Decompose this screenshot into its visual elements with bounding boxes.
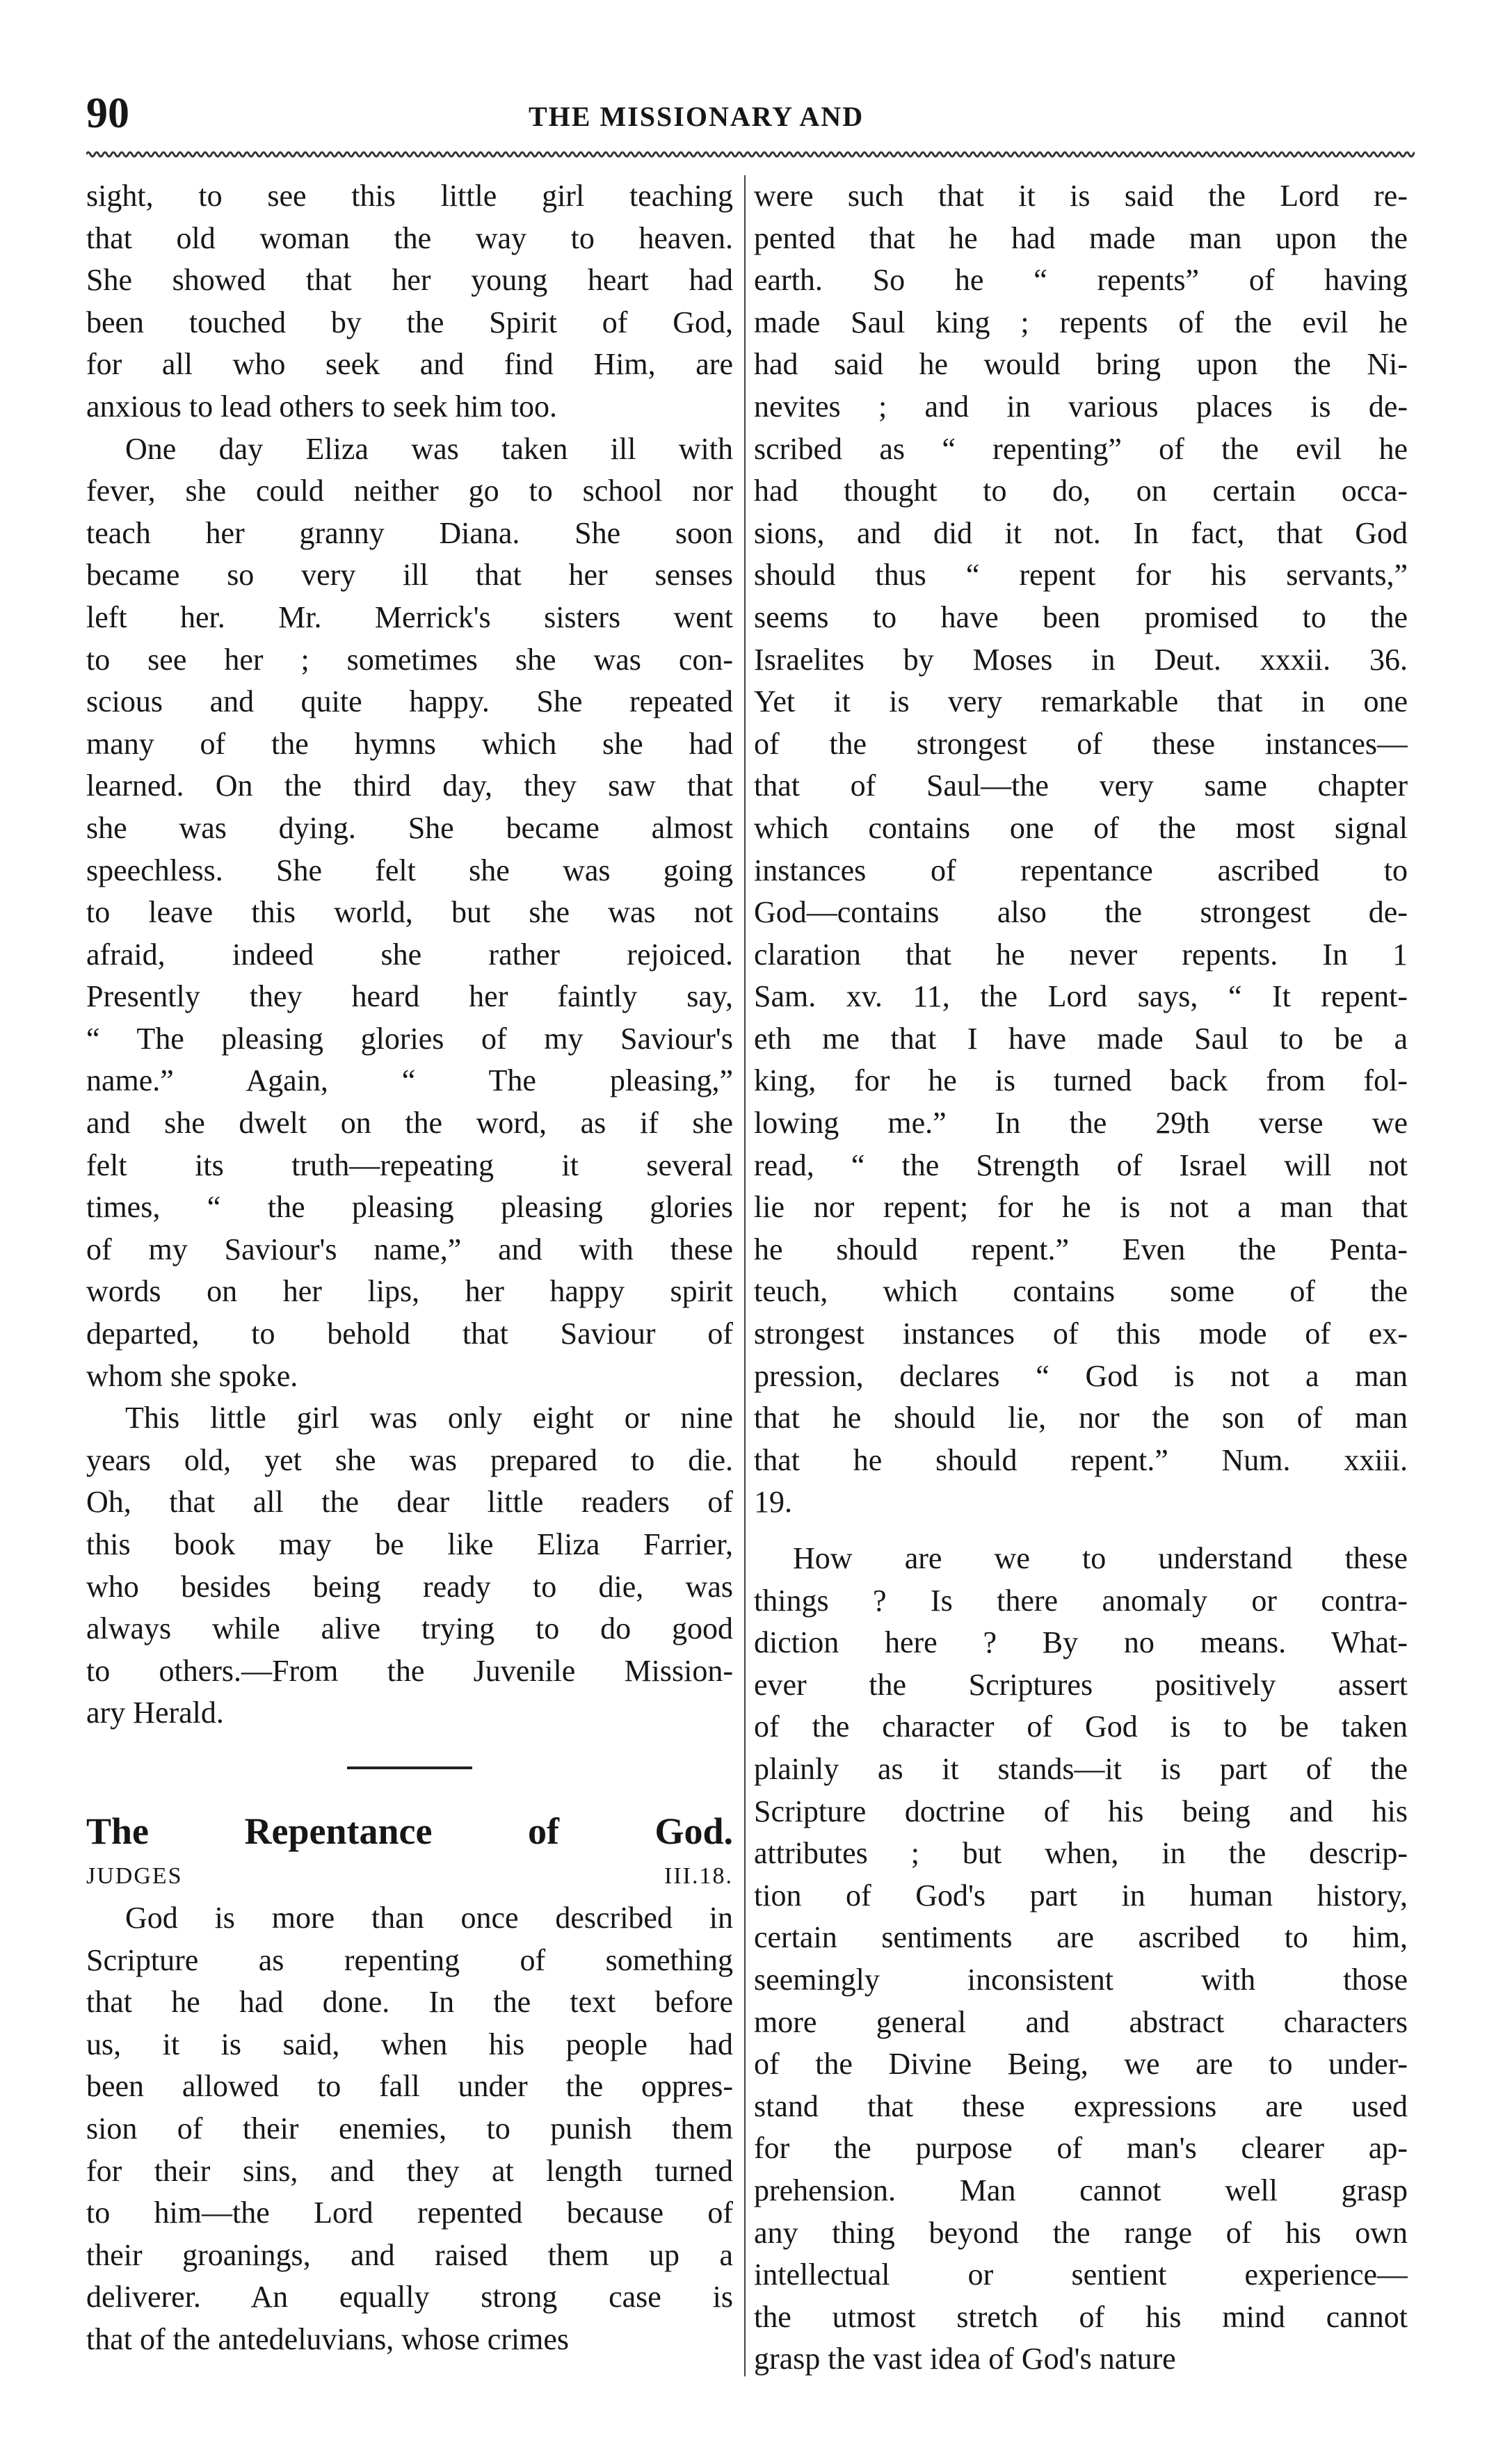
text-line: teach her granny Diana. She soon [86,515,733,550]
text-line: fever, she could neither go to school nor [86,474,733,508]
text-line: speechless. She felt she was going [86,853,733,887]
text-line: which contains one of the most signal [754,810,1408,845]
text-line: She showed that her young heart had [86,263,733,298]
text-line: This little girl was only eight or nine [125,1401,733,1435]
text-line: were such that it is said the Lord re- [754,179,1408,213]
text-line: to him—the Lord repented because of [86,2196,733,2230]
text-line: to others.—From the Juvenile Mission- [86,1653,733,1688]
text-line: sions, and did it not. In fact, that God [754,515,1408,550]
text-line: departed, to behold that Saviour of [86,1317,733,1351]
text-line: of the strongest of these instances— [754,726,1408,761]
text-line: always while alive trying to do good [86,1611,733,1646]
text-line: nevites ; and in various places is de- [754,389,1408,424]
text-line: for their sins, and they at length turned [86,2153,733,2188]
text-line: pented that he had made man upon the [754,220,1408,255]
text-line: that of Saul—the very same chapter [754,768,1408,803]
paragraph-eliza-teaching [86,175,733,428]
paragraph-eliza-illness [86,428,733,1398]
text-line: more general and abstract characters [754,2004,1408,2039]
paragraph-understanding [754,1538,1408,2381]
text-line: words on her lips, her happy spirit [86,1274,733,1309]
scripture-reference: JUDGES III.18. [86,1862,733,1889]
text-line: for the purpose of man's clearer ap- [754,2131,1408,2166]
text-line: prehension. Man cannot well grasp [754,2173,1408,2207]
text-line: whom she spoke. [86,1358,298,1393]
text-line: learned. On the third day, they saw that [86,768,733,803]
text-line: that he had done. In the text before [86,1985,733,2020]
text-line: God is more than once described in [125,1900,733,1935]
text-line: had said he would bring upon the Ni- [754,347,1408,382]
text-line: their groanings, and raised them up a [86,2237,733,2272]
text-line: any thing beyond the range of his own [754,2215,1408,2250]
text-line: to see her ; sometimes she was con- [86,642,733,677]
text-line: of my Saviour's name,” and with these [86,1232,733,1266]
text-line: God—contains also the strongest de- [754,895,1408,930]
text-line: intellectual or sentient experience— [754,2257,1408,2292]
text-line: 19. [754,1485,792,1520]
text-line: of the Divine Being, we are to under- [754,2047,1408,2082]
text-line: certain sentiments are ascribed to him, [754,1920,1408,1955]
text-line: strongest instances of this mode of ex- [754,1317,1408,1351]
text-line: pression, declares “ God is not a man [754,1358,1408,1393]
text-line: name.” Again, “ The pleasing,” [86,1063,733,1098]
column-divider [744,175,746,2376]
text-line: diction here ? By no means. What- [754,1625,1408,1660]
text-line: been allowed to fall under the oppres- [86,2069,733,2104]
text-line: made Saul king ; repents of the evil he [754,305,1408,339]
text-line: tion of God's part in human history, [754,1878,1408,1913]
text-line: Israelites by Moses in Deut. xxxii. 36. [754,642,1408,677]
text-line: attributes ; but when, in the descrip- [754,1836,1408,1871]
text-line: deliverer. An equally strong case is [86,2280,733,2315]
text-line: ever the Scriptures positively assert [754,1667,1408,1702]
text-line: he should repent.” Even the Penta- [754,1232,1408,1266]
text-line: years old, yet she was prepared to die. [86,1442,733,1477]
paragraph-repentance-intro [86,1897,733,2361]
text-line: Sam. xv. 11, the Lord says, “ It repent- [754,979,1408,1014]
text-line: that of the antedeluvians, whose crimes [86,2321,570,2356]
text-line: who besides being ready to die, was [86,1569,733,1604]
text-line: afraid, indeed she rather rejoiced. [86,937,733,972]
text-line: of the character of God is to be taken [754,1709,1408,1744]
text-line: plainly as it stands—it is part of the [754,1751,1408,1786]
text-line: Yet it is very remarkable that in one [754,684,1408,719]
text-line: left her. Mr. Merrick's sisters went [86,599,733,634]
text-line: lowing me.” In the 29th verse we [754,1106,1408,1141]
text-line: scious and quite happy. She repeated [86,684,733,719]
text-line: sion of their enemies, to punish them [86,2111,733,2146]
text-line: scribed as “ repenting” of the evil he [754,431,1408,466]
text-line: “ The pleasing glories of my Saviour's [86,1021,733,1056]
text-line: she was dying. She became almost [86,810,733,845]
section-divider [347,1766,472,1769]
text-line: eth me that I have made Saul to be a [754,1021,1408,1056]
text-line: to leave this world, but she was not [86,895,733,930]
text-line: had thought to do, on certain occa- [754,474,1408,508]
text-line: that old woman the way to heaven. [86,220,733,255]
text-line: been touched by the Spirit of God, [86,305,733,339]
text-line: Presently they heard her faintly say, [86,979,733,1014]
text-line: king, for he is turned back from fol- [754,1063,1408,1098]
text-line: earth. So he “ repents” of having [754,263,1408,298]
text-line: and she dwelt on the word, as if she [86,1106,733,1141]
text-line: many of the hymns which she had [86,726,733,761]
text-line: anxious to lead others to seek him too. [86,389,557,424]
text-line: One day Eliza was taken ill with [125,431,733,466]
text-line: claration that he never repents. In 1 [754,937,1408,972]
text-line: things ? Is there anomaly or contra- [754,1583,1408,1618]
running-title: THE MISSIONARY AND [529,101,864,132]
text-line: read, “ the Strength of Israel will not [754,1148,1408,1182]
text-line: the utmost stretch of his mind cannot [754,2299,1408,2334]
text-line: ary Herald. [86,1696,224,1730]
text-line: that he should lie, nor the son of man [754,1401,1408,1435]
text-line: instances of repentance ascribed to [754,853,1408,887]
text-line: that he should repent.” Num. xxiii. [754,1442,1408,1477]
paragraph-eliza-age [86,1397,733,1734]
text-line: this book may be like Eliza Farrier, [86,1527,733,1561]
text-line: seemingly inconsistent with those [754,1962,1408,1997]
text-line: Scripture as repenting of something [86,1942,733,1977]
text-line: us, it is said, when his people had [86,2027,733,2061]
text-line: felt its truth—repeating it several [86,1148,733,1182]
paragraph-repentance-examples [754,175,1408,1524]
text-line: sight, to see this little girl teaching [86,179,733,213]
text-line: times, “ the pleasing pleasing glories [86,1190,733,1225]
text-line: became so very ill that her senses [86,558,733,593]
right-column [754,175,1408,2381]
section-title: The Repentance of God. [86,1810,733,1852]
page-number: 90 [86,90,129,137]
text-line: should thus “ repent for his servants,” [754,558,1408,593]
text-line: Scripture doctrine of his being and his [754,1794,1408,1828]
text-line: for all who seek and find Him, are [86,347,733,382]
text-line: lie nor repent; for he is not a man that [754,1190,1408,1225]
text-line: Oh, that all the dear little readers of [86,1485,733,1520]
left-column [86,175,733,2361]
text-line: grasp the vast idea of God's nature [754,2342,1176,2376]
wavy-header-rule [86,149,1415,160]
text-line: How are we to understand these [793,1541,1408,1575]
text-line: teuch, which contains some of the [754,1274,1408,1309]
text-line: seems to have been promised to the [754,599,1408,634]
text-line: stand that these expressions are used [754,2088,1408,2123]
